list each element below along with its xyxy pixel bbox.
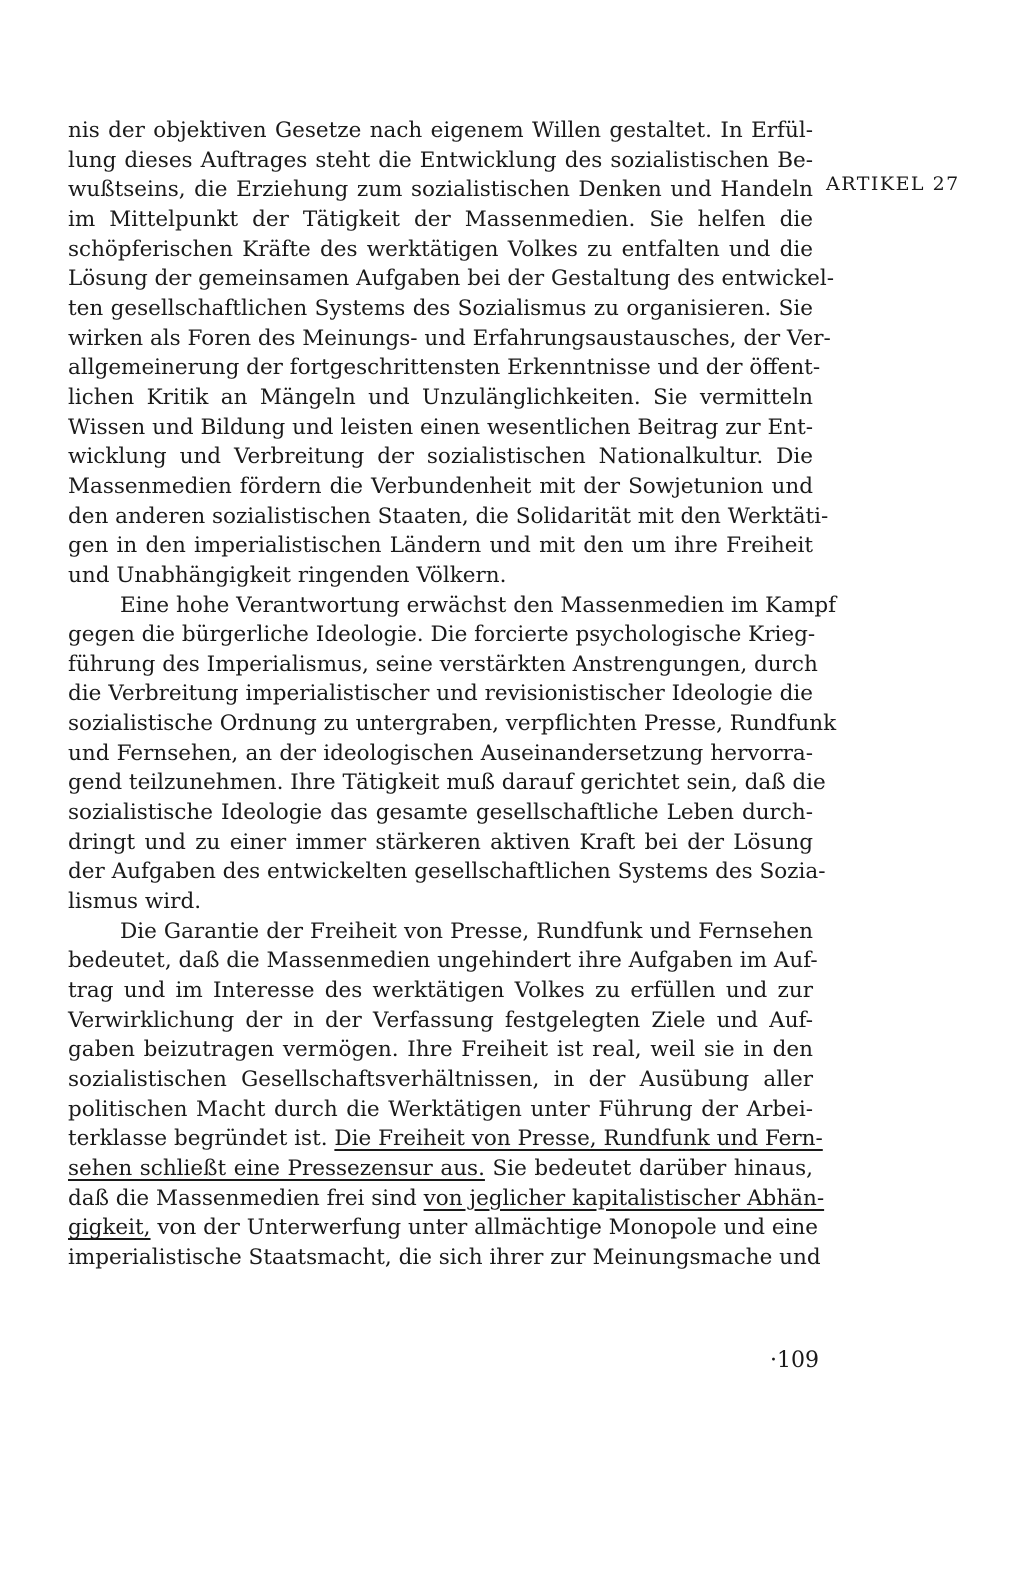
text-line: gaben beizutragen vermögen. Ihre Freiheit ist real, weil sie in den xyxy=(68,1037,813,1063)
text-line: führung des Imperialismus, seine verstärkten Anstrengungen, durch xyxy=(68,651,818,677)
paragraph-first-line: Die Garantie der Freiheit von Presse, Rundfunk und Fernsehen xyxy=(120,918,813,944)
text-line: politischen Macht durch die Werktätigen unter Führung der Arbei- xyxy=(68,1096,813,1122)
text-line: schöpferischen Kräfte des werktätigen Volkes zu entfalten und die xyxy=(68,236,813,262)
paragraph-first-line: Eine hohe Verantwortung erwächst den Massenmedien im Kampf xyxy=(120,592,837,618)
text-line: im Mittelpunkt der Tätigkeit der Massenmedien. Sie helfen die xyxy=(68,206,813,232)
text-line: nis der objektiven Gesetze nach eigenem Willen gestaltet. In Erfül- xyxy=(68,118,813,143)
text-line: sozialistischen Gesellschaftsverhältnissen, in der Ausübung aller xyxy=(68,1067,813,1092)
text-line: bedeutet, daß die Massenmedien ungehindert ihre Aufgaben im Auf- xyxy=(68,948,818,974)
page-number: ·109 xyxy=(770,1348,819,1373)
line-text: terklasse begründet ist. xyxy=(68,1126,335,1152)
text-line-annotated xyxy=(68,1124,823,1154)
text-line: wußtseins, die Erziehung zum sozialistischen Denken und Handeln xyxy=(68,177,813,203)
text-line: gend teilzunehmen. Ihre Tätigkeit muß darauf gerichtet sein, daß die xyxy=(68,770,826,796)
text-line: Verwirklichung der in der Verfassung festgelegten Ziele und Auf- xyxy=(68,1007,813,1033)
text-line: Massenmedien fördern die Verbundenheit mit der Sowjetunion und xyxy=(68,473,813,499)
text-line: lung dieses Auftrages steht die Entwicklung des sozialistischen Be- xyxy=(68,147,813,173)
text-line-annotated xyxy=(68,1184,825,1214)
text-line: allgemeinerung der fortgeschrittensten Erkenntnisse und der öffent- xyxy=(68,355,821,381)
article-margin-label: ARTIKEL 27 xyxy=(826,173,960,195)
underlined-passage: gigkeit, xyxy=(68,1215,151,1241)
text-line: ten gesellschaftlichen Systems des Sozialismus zu organisieren. Sie xyxy=(68,295,813,321)
line-text: von der Unterwerfung unter allmächtige Monopole und eine xyxy=(150,1215,819,1241)
text-line: gen in den imperialistischen Ländern und mit den um ihre Freiheit xyxy=(68,533,813,559)
text-line: trag und im Interesse des werktätigen Volkes zu erfüllen und zur xyxy=(68,978,813,1004)
text-line: der Aufgaben des entwickelten gesellschaftlichen Systems des Sozia- xyxy=(68,859,826,885)
text-line: imperialistische Staatsmacht, die sich ihrer zur Meinungsmache und xyxy=(68,1244,821,1270)
text-line: die Verbreitung imperialistischer und revisionistischer Ideologie die xyxy=(68,681,813,707)
text-line-annotated xyxy=(68,1154,813,1184)
line-text: daß die Massenmedien frei sind xyxy=(68,1185,424,1211)
text-line: lismus wird. xyxy=(68,889,202,915)
text-line: dringt und zu einer immer stärkeren aktiven Kraft bei der Lösung xyxy=(68,829,813,855)
text-line: den anderen sozialistischen Staaten, die Solidarität mit den Werktäti- xyxy=(68,503,829,529)
text-line: und Unabhängigkeit ringenden Völkern. xyxy=(68,562,507,588)
text-line: wirken als Foren des Meinungs- und Erfahrungsaustausches, der Ver- xyxy=(68,325,831,351)
underlined-passage: von jeglicher kapitalistischer Abhän- xyxy=(423,1185,825,1211)
text-line: lichen Kritik an Mängeln und Unzulänglichkeiten. Sie vermitteln xyxy=(68,384,813,410)
text-line: gegen die bürgerliche Ideologie. Die forcierte psychologische Krieg- xyxy=(68,622,816,648)
text-line-annotated xyxy=(68,1213,819,1243)
text-line: Wissen und Bildung und leisten einen wesentlichen Beitrag zur Ent- xyxy=(68,414,813,440)
text-line: sozialistische Ideologie das gesamte gesellschaftliche Leben durch- xyxy=(68,800,813,826)
text-line: Lösung der gemeinsamen Aufgaben bei der Gestaltung des entwickel- xyxy=(68,266,834,292)
underlined-passage: sehen schließt eine Pressezensur aus. xyxy=(68,1155,485,1181)
line-text: Sie bedeutet darüber hinaus, xyxy=(484,1155,813,1181)
text-line: sozialistische Ordnung zu untergraben, verpflichten Presse, Rundfunk xyxy=(68,711,837,737)
underlined-passage: Die Freiheit von Presse, Rundfunk und Fern- xyxy=(334,1126,823,1152)
text-line: wicklung und Verbreitung der sozialistischen Nationalkultur. Die xyxy=(68,444,813,470)
text-line: und Fernsehen, an der ideologischen Auseinandersetzung hervorra- xyxy=(68,740,813,766)
body-text xyxy=(68,116,837,1273)
